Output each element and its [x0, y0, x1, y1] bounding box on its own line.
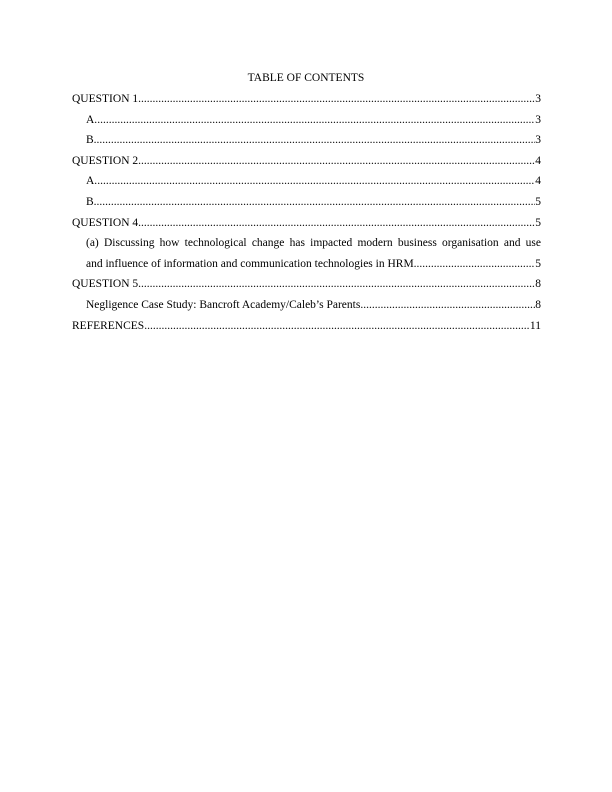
toc-entry-label: REFERENCES: [72, 319, 145, 332]
toc-dot-leader: [97, 174, 535, 188]
toc-dot-leader: [97, 133, 536, 147]
toc-entry-label-line-1: (a) Discussing how technological change has impacted modern business organisation and use: [86, 237, 541, 250]
toc-entry-label: QUESTION 5: [72, 278, 139, 291]
toc-entry-label: A.: [86, 175, 98, 188]
toc-entry-page: 11: [529, 319, 541, 332]
toc-entry-label: QUESTION 2: [72, 154, 139, 167]
toc-title: TABLE OF CONTENTS: [247, 72, 365, 84]
toc-entry-question-2[interactable]: [72, 154, 541, 175]
toc-dot-leader: [360, 298, 535, 312]
toc-dot-leader: [144, 319, 530, 333]
toc-entry-label: QUESTION 1: [72, 93, 139, 105]
toc-entry-label: A.: [86, 113, 98, 126]
toc-entry-page: 3: [535, 134, 541, 147]
toc-entry-question-2-b[interactable]: [72, 195, 541, 216]
table-of-contents: [72, 92, 541, 339]
toc-dot-leader: [138, 277, 535, 291]
toc-entry-question-2-a[interactable]: [72, 174, 541, 195]
toc-entry-page: 5: [535, 216, 541, 229]
toc-entry-page: 5: [535, 257, 541, 270]
toc-entry-question-1-b[interactable]: [72, 133, 541, 154]
toc-entry-label: B.: [86, 195, 97, 208]
toc-entry-label: Negligence Case Study: Bancroft Academy/Caleb’s Parents: [86, 298, 361, 311]
toc-entry-references[interactable]: [72, 319, 541, 340]
toc-entry-page: 4: [535, 154, 541, 167]
toc-entry-question-5[interactable]: [72, 277, 541, 298]
toc-entry-page: 8: [535, 278, 541, 291]
toc-entry-question-1[interactable]: [72, 92, 541, 113]
toc-dot-leader: [138, 154, 535, 168]
toc-entry-negligence-case-study[interactable]: [72, 298, 541, 319]
toc-entry-question-1-a[interactable]: [72, 113, 541, 134]
toc-dot-leader: [138, 92, 535, 106]
toc-entry-question-4[interactable]: [72, 216, 541, 237]
toc-dot-leader: [414, 257, 536, 271]
toc-dot-leader: [97, 195, 536, 209]
toc-entry-label-line-2: and influence of information and communication technologies in HRM: [86, 257, 414, 270]
toc-entry-label: B.: [86, 134, 97, 147]
toc-dot-leader: [138, 216, 535, 230]
toc-entry-page: 8: [535, 298, 541, 311]
toc-entry-label: QUESTION 4: [72, 216, 139, 229]
toc-entry-page: 3: [535, 93, 541, 105]
toc-entry-page: 3: [535, 113, 541, 126]
toc-entry-page: 4: [535, 175, 541, 188]
toc-dot-leader: [97, 113, 535, 127]
toc-entry-page: 5: [535, 195, 541, 208]
toc-entry-question-4-a[interactable]: [72, 236, 541, 277]
toc-entry-line-2: [86, 257, 541, 278]
